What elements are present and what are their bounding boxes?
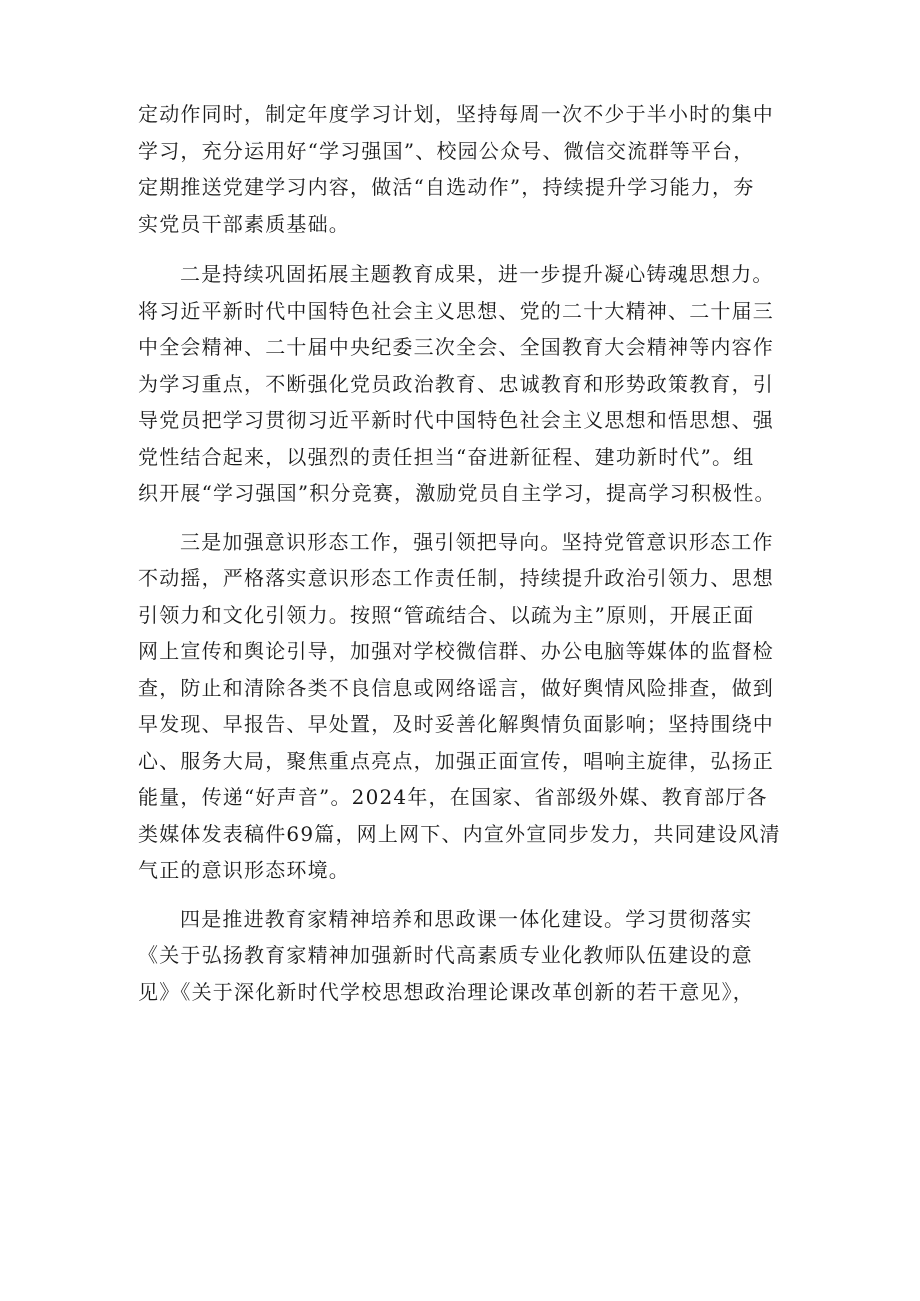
text-line: 不动摇，严格落实意识形态工作责任制，持续提升政治引领力、思想: [138, 566, 774, 590]
text-line: 查，防止和清除各类不良信息或网络谣言，做好舆情风险排查，做到: [138, 675, 774, 700]
text-line: 学习，充分运用好“学习强国”、校园公众号、微信交流群等平台，: [138, 138, 755, 163]
document-page: [138, 96, 788, 1010]
text-line: 实党员干部素质基础。: [138, 211, 350, 236]
text-line: 引领力和文化引领力。按照“管疏结合、以疏为主”原则，开展正面: [138, 602, 755, 627]
paragraph-ideology-work: [138, 524, 788, 889]
text-line: 见》《关于深化新时代学校思想政治理论课改革创新的若干意见》，: [138, 979, 754, 1004]
text-line: 气正的意识形态环境。: [138, 858, 350, 882]
text-line: 定动作同时，制定年度学习计划，坚持每周一次不少于半小时的集中: [138, 102, 774, 126]
text-line: 类媒体发表稿件69篇，网上网下、内宣外宣同步发力，共同建设风清: [138, 821, 781, 846]
text-line: 织开展“学习强国”积分竞赛，激励党员自主学习，提高学习积极性。: [138, 481, 776, 505]
text-line: 定期推送党建学习内容，做活“自选动作”，持续提升学习能力，夯: [138, 175, 755, 199]
paragraph-study-plan: [138, 96, 788, 242]
paragraph-theme-education: [138, 256, 788, 512]
text-line: 二是持续巩固拓展主题教育成果，进一步提升凝心铸魂思想力。: [180, 262, 774, 286]
paragraph-educator-spirit: [138, 901, 788, 1011]
text-line: 党性结合起来，以强烈的责任担当“奋进新征程、建功新时代”。组: [138, 444, 755, 469]
text-line: 将习近平新时代中国特色社会主义思想、党的二十大精神、二十届三: [138, 298, 774, 323]
text-line: 网上宣传和舆论引导，加强对学校微信群、办公电脑等媒体的监督检: [138, 639, 774, 663]
text-line: 导党员把学习贯彻习近平新时代中国特色社会主义思想和悟思想、强: [138, 408, 774, 432]
text-line: 为学习重点，不断强化党员政治教育、忠诚教育和形势政策教育，引: [138, 371, 774, 396]
text-line: 三是加强意识形态工作，强引领把导向。坚持党管意识形态工作: [180, 529, 774, 554]
text-line: 早发现、早报告、早处置，及时妥善化解舆情负面影响；坚持围绕中: [138, 712, 774, 736]
text-line: 心、服务大局，聚焦重点亮点，加强正面宣传，唱响主旋律，弘扬正: [138, 748, 774, 773]
text-line: 四是推进教育家精神培养和思政课一体化建设。学习贯彻落实: [180, 906, 753, 931]
text-line: 《关于弘扬教育家精神加强新时代高素质专业化教师队伍建设的意: [138, 943, 753, 967]
text-line: 能量，传递“好声音”。2024年，在国家、省部级外媒、教育部厅各: [138, 785, 768, 809]
text-line: 中全会精神、二十届中央纪委三次全会、全国教育大会精神等内容作: [138, 335, 774, 359]
